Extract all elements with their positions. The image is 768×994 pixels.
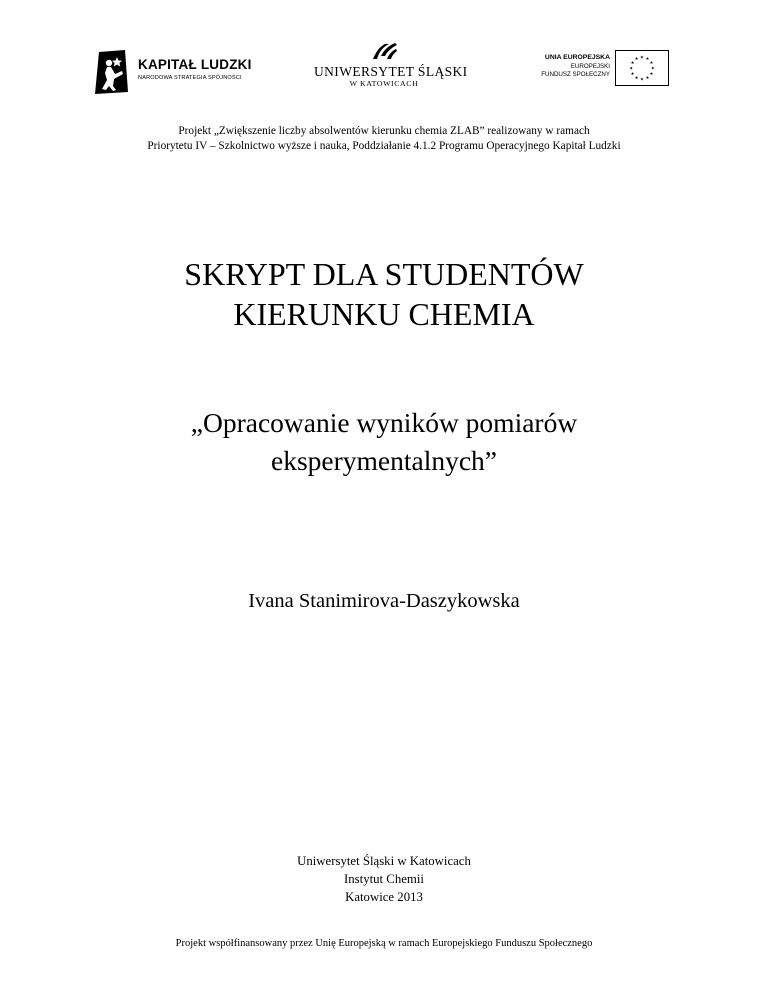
- kapital-ludzki-subtitle: NARODOWA STRATEGIA SPÓJNOŚCI: [138, 75, 242, 81]
- eu-star-icon: ★: [640, 55, 644, 61]
- institution-line1: Uniwersytet Śląski w Katowicach: [297, 854, 471, 868]
- eu-star-icon: ★: [650, 66, 655, 72]
- kapital-ludzki-logo: [95, 48, 265, 98]
- eu-star-icon: ★: [634, 75, 639, 81]
- eu-star-icon: ★: [630, 61, 635, 67]
- eu-star-icon: ★: [630, 71, 635, 77]
- eu-star-icon: ★: [649, 61, 654, 67]
- project-info: [0, 124, 768, 153]
- document-title-line1: SKRYPT DLA STUDENTÓW: [184, 256, 584, 292]
- eu-star-icon: ★: [634, 57, 639, 63]
- eu-logo-line3: FUNDUSZ SPOŁECZNY: [541, 71, 610, 79]
- document-title: [0, 254, 768, 334]
- document-subtitle: [0, 404, 768, 480]
- eu-logo: [520, 48, 670, 96]
- eu-star-icon: ★: [645, 57, 650, 63]
- institution-info: [0, 852, 768, 906]
- institution-line3: Katowice 2013: [345, 890, 423, 904]
- document-subtitle-line1: „Opracowanie wyników pomiarów: [190, 407, 578, 438]
- cofinancing-note: Projekt współfinansowany przez Unię Europejską w ramach Europejskiego Funduszu Społecznego: [175, 938, 593, 949]
- eu-star-icon: ★: [640, 77, 644, 83]
- logo-bar: [0, 42, 768, 102]
- kapital-ludzki-title: KAPITAŁ LUDZKI: [138, 57, 252, 72]
- eu-star-icon: ★: [629, 66, 634, 72]
- eu-logo-text: [520, 54, 610, 80]
- institution-line2: Instytut Chemii: [344, 872, 424, 886]
- uniwersytet-slaski-logo: [314, 42, 468, 98]
- eu-flag-stars-icon: [615, 50, 669, 86]
- author-name: Ivana Stanimirova-Daszykowska: [248, 590, 520, 612]
- eu-star-icon: ★: [649, 71, 654, 77]
- eu-star-icon: ★: [645, 75, 650, 81]
- eu-logo-line1: UNIA EUROPEJSKA: [544, 54, 610, 61]
- university-name: UNIWERSYTET ŚLĄSKI: [314, 64, 468, 79]
- document-title-line2: KIERUNKU CHEMIA: [233, 296, 535, 332]
- project-info-line2: Priorytetu IV – Szkolnictwo wyższe i nauka, Poddziałanie 4.1.2 Programu Operacyjnego Kapitał Ludzki: [147, 139, 621, 152]
- eu-logo-line2: EUROPEJSKI: [570, 62, 610, 70]
- uniwersytet-slaski-emblem-icon: [370, 42, 398, 60]
- university-city: W KATOWICACH: [349, 79, 419, 88]
- document-subtitle-line2: eksperymentalnych”: [270, 445, 497, 476]
- project-info-line1: Projekt „Zwiększenie liczby absolwentów kierunku chemia ZLAB” realizowany w ramach: [178, 125, 590, 137]
- kapital-ludzki-emblem-icon: [95, 50, 129, 94]
